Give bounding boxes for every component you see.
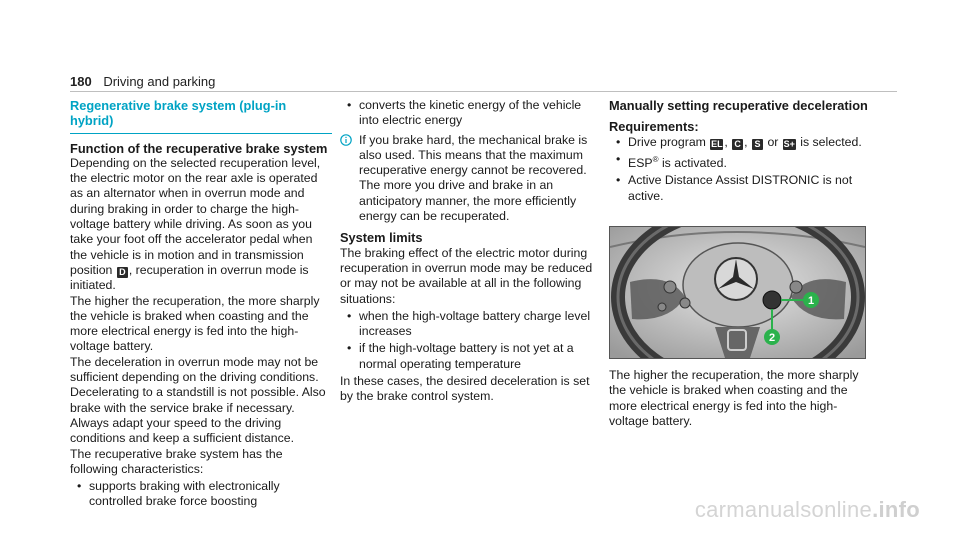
manual-heading: Manually setting recuperative deceleration — [609, 98, 868, 113]
info-note — [340, 133, 602, 225]
after-photo-paragraph: The higher the recuperation, the more sharply the vehicle is braked when coasting and the more electrical energy is fed into the high-voltage battery. — [609, 368, 859, 428]
paragraph-3: The deceleration in overrun mode may not be sufficient depending on the driving conditions. Decelerating to a standstill is not possible. Also brake with the service brake if necessary. Always adapt your speed to the driving conditions and keep a sufficient distance. — [70, 354, 326, 446]
transmission-d-icon: D — [117, 267, 128, 278]
requirements-list — [609, 135, 871, 204]
closing-paragraph: In these cases, the desired deceleration is set by the brake control system. — [340, 374, 590, 404]
callout-1 — [803, 292, 819, 308]
note-text: If you brake hard, the mechanical brake is also used. This means that the maximum recuperative energy cannot be recovered. The more you drive and brake in an anticipatory manner, the more efficiently energy can be recuperated. — [359, 132, 588, 224]
limits-paragraph: The braking effect of the electric motor during recuperation in overrun mode may be reduced or may not be available at all in the following situations: — [340, 245, 593, 306]
svg-text:1: 1 — [807, 295, 815, 307]
list-item: • converts the kinetic energy of the vehicle into electric energy — [340, 98, 602, 129]
drive-program-s-icon: S — [752, 139, 763, 150]
column-2 — [340, 98, 602, 405]
watermark: carmanualsonline.info — [694, 497, 920, 522]
column-3 — [609, 98, 871, 206]
svg-text:2: 2 — [768, 332, 776, 344]
limits-list — [340, 309, 602, 372]
list-item: • supports braking with electronically controlled brake force boosting — [70, 479, 332, 510]
section-name: Driving and parking — [103, 74, 216, 89]
page-number: 180 — [70, 74, 92, 89]
limits-heading: System limits — [340, 230, 423, 246]
section-title: Regenerative brake system (plug-in hybrid) — [70, 98, 332, 134]
steering-wheel-illustration — [610, 227, 865, 358]
steering-wheel-photo — [609, 226, 866, 359]
drive-program-s-plus-icon: S+ — [783, 138, 795, 149]
info-icon — [340, 134, 352, 146]
function-heading: Function of the recuperative brake system — [70, 140, 328, 156]
characteristics-list — [70, 479, 332, 510]
paragraph-4: The recuperative brake system has the following characteristics: — [70, 446, 283, 476]
characteristics-list-cont — [340, 98, 602, 129]
drive-program-el-icon: EL — [711, 138, 723, 149]
page-header — [70, 74, 215, 89]
list-item: • if the high-voltage battery is not yet at a normal operating temperature — [340, 341, 602, 372]
header-divider — [70, 91, 897, 92]
paragraph-1: Depending on the selected recuperation level, the electric motor on the rear axle is operated as an alternator when in overrun mode and during braking in order to charge the high-voltage battery while driving. As soon as you take your foot off the accelerator pedal when the vehicle is in motion and in transmission position D , recuperation in overrun mode is initiated. — [70, 155, 321, 293]
drive-program-c-icon: C — [732, 139, 743, 150]
list-item: • ESP® is activated. — [609, 152, 871, 171]
callout-2 — [764, 329, 780, 345]
paragraph-2: The higher the recuperation, the more sharply the vehicle is braked when coasting and the more electrical energy is fed into the high-voltage battery. — [70, 293, 320, 354]
list-item: • Drive program EL , C , S or S+ is selected. — [609, 135, 871, 150]
requirements-heading: Requirements: — [609, 119, 699, 135]
column-1 — [70, 98, 332, 512]
list-item: • Active Distance Assist DISTRONIC is not active. — [609, 173, 871, 204]
list-item: • when the high-voltage battery charge level increases — [340, 309, 602, 340]
